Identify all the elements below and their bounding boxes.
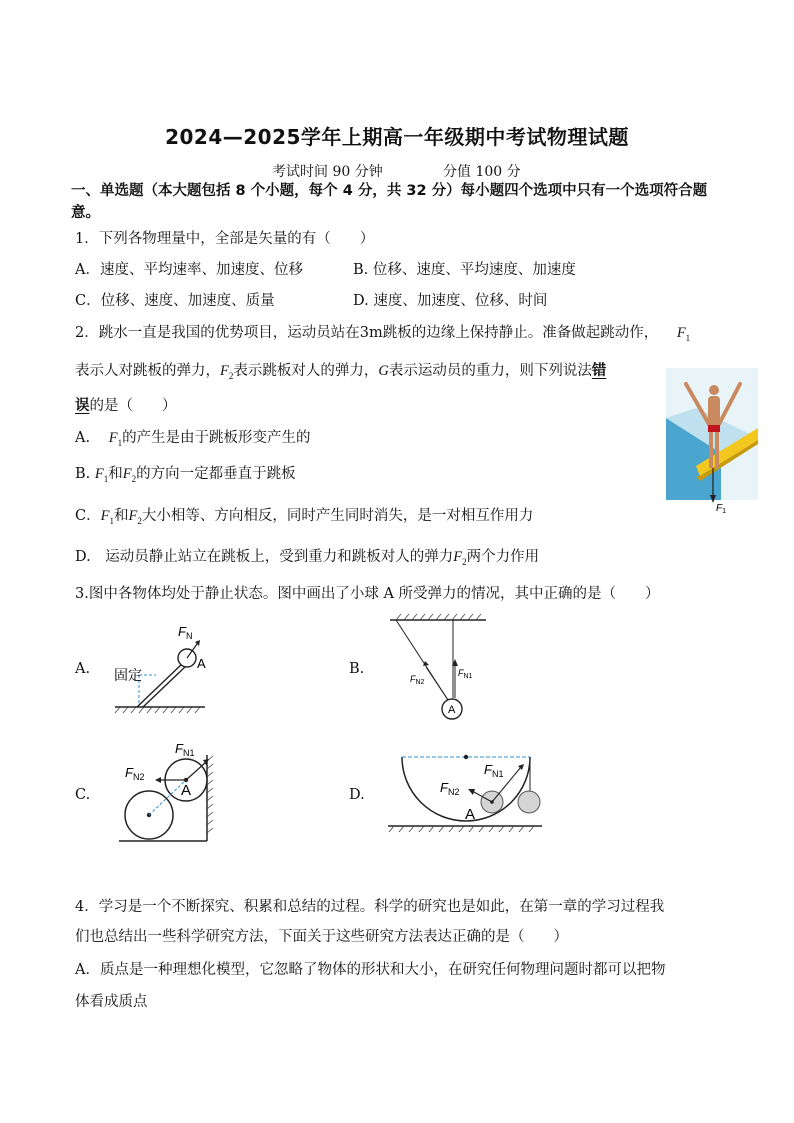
exam-time: 考试时间 90 分钟	[272, 164, 383, 180]
figD-ball-label: A	[465, 806, 476, 823]
q2-option-b-text: 的方向一定都垂直于跳板	[136, 466, 296, 482]
f2-letter: F	[122, 466, 132, 482]
f1-letter: F	[100, 508, 110, 524]
figA-rod-outer	[137, 663, 183, 707]
diver-illustration	[666, 368, 758, 516]
q2-line3	[75, 394, 177, 415]
figB-fn2-arrow	[426, 667, 448, 700]
q2-option-b-f1	[95, 466, 108, 482]
q2-emphasis-cuo: 错	[591, 362, 607, 379]
q4-option-a-line2: 体看成质点	[75, 994, 148, 1010]
f2-letter: F	[128, 508, 138, 524]
q2-line1	[75, 321, 690, 343]
f2-letter: F	[453, 549, 463, 565]
q2-line2-part-b: 表示跳板对人的弹力，	[233, 363, 379, 379]
q4-option-a-line1: A．质点是一种理想化模型，它忽略了物体的形状和大小，在研究任何物理问题时都可以把物	[75, 962, 666, 978]
figA-fn-letter: F	[178, 624, 186, 639]
figC-fn2-label	[125, 765, 144, 782]
q2-option-a-f1	[109, 430, 122, 446]
figD-fn2-letter: F	[440, 780, 448, 795]
figD-bowl-center	[464, 755, 468, 759]
f2-subscript: 2	[462, 556, 467, 567]
q4-line2: 们也总结出一些科学研究方法，下面关于这些研究方法表达正确的是（ ）	[75, 929, 568, 945]
figD-fn1-letter: F	[484, 762, 492, 777]
diver-f-subscript: 1	[722, 508, 727, 515]
q2-line2-part-a: 表示人对跳板的弹力，	[75, 363, 220, 379]
figA-ground-hatch	[115, 707, 200, 713]
f2-subscript: 2	[137, 515, 142, 526]
q2-option-c-text: 大小相等、方向相反，同时产生同时消失，是一对相互作用力	[141, 508, 534, 524]
q2-option-d-end: 两个力作用	[466, 549, 540, 565]
figA-rod-inner	[143, 666, 186, 707]
figD-ground-hatch	[389, 826, 534, 832]
q2-line2-part-c: 表示运动员的重力，则下列说法	[388, 363, 592, 379]
figB-fn1-letter: F	[458, 668, 464, 678]
figA-ball-label: A	[197, 656, 206, 671]
q2-option-a	[75, 426, 311, 448]
figure-c	[115, 737, 215, 845]
figB-fn2-letter: F	[410, 674, 416, 684]
figA-fn-subscript: N	[185, 631, 193, 641]
figB-fn1-subscript: N1	[463, 673, 473, 680]
q2-option-d-f2	[453, 549, 466, 565]
figD-fn2-subscript: N2	[447, 787, 460, 797]
f1-letter: F	[108, 430, 118, 446]
q2-line1-text: 2．跳水一直是我国的优势项目，运动员站在3m跳板的边缘上保持静止。准备做起跳动作，	[75, 325, 659, 341]
figD-fn2-arrowhead	[468, 789, 475, 795]
q2-option-c-f2	[128, 508, 141, 524]
q2-g-symbol: G	[378, 363, 389, 379]
f1-subscript: 1	[685, 332, 691, 343]
figC-wall-hatch	[207, 756, 213, 833]
figD-fn1-label	[484, 762, 503, 779]
q2-option-b-he: 和	[108, 466, 123, 482]
total-score: 分值 100 分	[443, 164, 521, 180]
figD-ball-b	[518, 791, 540, 813]
q2-option-a-text: 的产生是由于跳板形变产生的	[122, 430, 311, 446]
q2-option-b-f2	[123, 466, 136, 482]
figure-b	[390, 612, 490, 722]
figB-fn1-label	[458, 668, 473, 680]
q3-stem: 3.图中各物体均处于静止状态。图中画出了小球 A 所受弹力的情况，其中正确的是（ ）	[75, 586, 660, 602]
q1-option-a: A．速度、平均速率、加速度、位移	[75, 262, 303, 278]
f2-letter: F	[220, 363, 229, 379]
q2-line3-text: 的是（ ）	[89, 398, 177, 414]
q3-option-b: B.	[349, 661, 365, 677]
q3-option-c: C.	[75, 787, 91, 803]
diver-torso	[708, 396, 720, 428]
q2-option-a-prefix: A.	[75, 430, 91, 446]
f1-letter: F	[676, 325, 686, 341]
f1-subscript: 1	[103, 473, 109, 484]
q3-option-a: A.	[75, 661, 91, 677]
diver-force-label	[716, 503, 726, 515]
q2-option-c-he: 和	[113, 508, 129, 524]
f2-subscript: 2	[228, 370, 234, 381]
q2-f1-symbol	[677, 325, 690, 341]
q2-option-d-text: D. 运动员静止站立在跳板上，受到重力和跳板对人的弹力	[75, 549, 454, 565]
figB-ball-label: A	[448, 704, 456, 716]
diver-f-letter: F	[716, 503, 723, 514]
q2-option-b-prefix: B.	[75, 466, 91, 482]
q1-option-d: D. 速度、加速度、位移、时间	[353, 293, 548, 309]
q2-emphasis-wu: 误	[75, 397, 90, 414]
q4-line1: 4．学习是一个不断探究、积累和总结的过程。科学的研究也是如此，在第一章的学习过程我	[75, 899, 665, 915]
figB-fn2-subscript: N2	[415, 679, 425, 686]
f1-subscript: 1	[117, 437, 123, 448]
figure-d	[388, 742, 546, 838]
f1-letter: F	[94, 466, 104, 482]
figC-fn1-subscript: N1	[182, 748, 195, 758]
q2-option-c-f1	[101, 508, 114, 524]
figB-ceiling-hatch	[396, 614, 481, 620]
figD-fn1-subscript: N1	[491, 769, 504, 779]
figure-a	[110, 618, 215, 716]
q2-option-b	[75, 462, 296, 484]
q1-option-c: C．位移、速度、加速度、质量	[75, 293, 275, 309]
q2-line2	[75, 359, 606, 381]
figC-fn1-letter: F	[175, 741, 183, 756]
q1-stem: 1．下列各物理量中，全部是矢量的有（ ）	[75, 231, 375, 247]
figC-fn2-letter: F	[125, 765, 133, 780]
figD-fn2-label	[440, 780, 459, 797]
f2-subscript: 2	[131, 473, 137, 484]
figC-fn2-arrowhead	[155, 777, 161, 783]
section-heading: 一、单选题（本大题包括 8 个小题，每个 4 分，共 32 分）每小题四个选项中只有一个选项符合题意。	[71, 183, 708, 221]
f1-subscript: 1	[109, 515, 114, 526]
q2-f2-symbol	[220, 363, 233, 379]
q2-option-c	[75, 504, 533, 526]
q2-option-c-prefix: C．	[75, 508, 101, 524]
q3-option-d: D.	[349, 787, 365, 803]
q1-option-b: B. 位移、速度、平均速度、加速度	[353, 262, 576, 278]
page-title: 2024—2025学年上期高一年级期中考试物理试题	[165, 125, 629, 149]
figB-fn2-label	[410, 674, 425, 686]
figC-fn2-subscript: N2	[132, 772, 145, 782]
diver-swimsuit	[708, 425, 720, 432]
q2-option-d	[75, 545, 539, 567]
figC-fn1-label	[175, 741, 194, 758]
figA-fixed-label: 固定	[114, 667, 142, 683]
diver-head	[709, 385, 719, 395]
figC-ball-label: A	[181, 782, 192, 799]
figA-fn-label	[178, 624, 192, 641]
